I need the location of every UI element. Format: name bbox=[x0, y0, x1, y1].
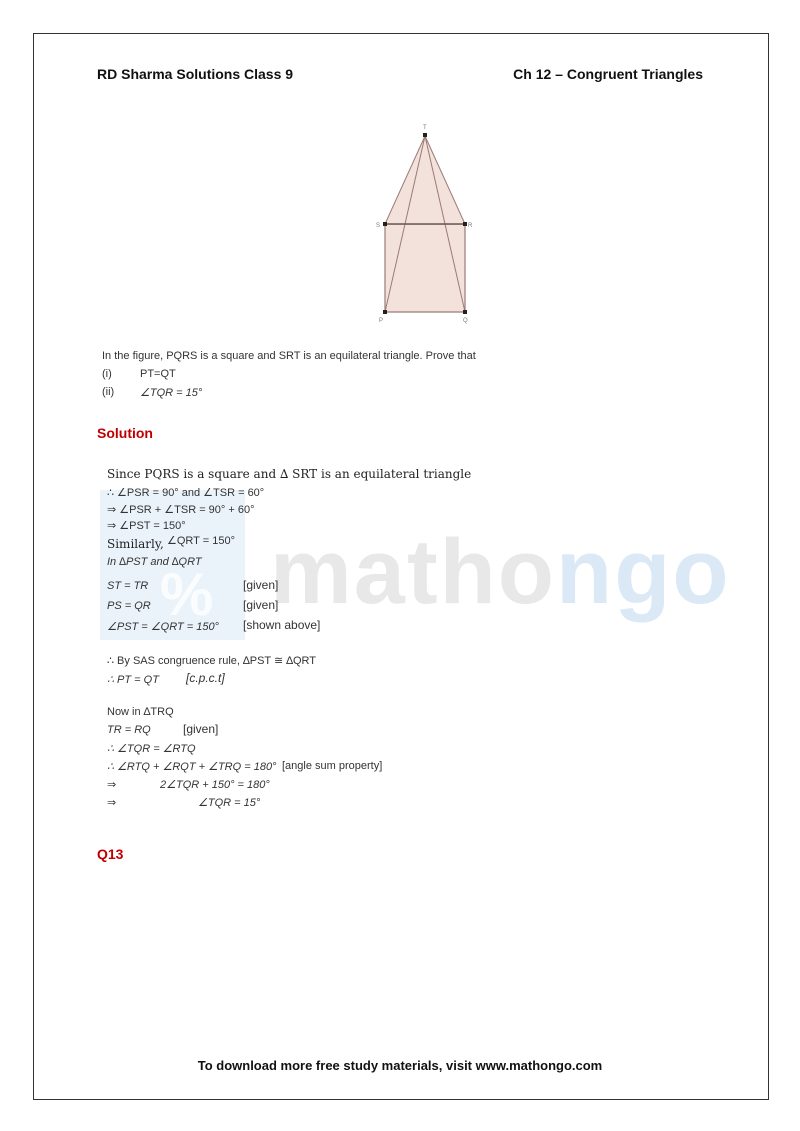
proof-reason: [given] bbox=[243, 598, 279, 612]
question-part-text: PT=QT bbox=[140, 368, 176, 380]
proof-reason: [shown above] bbox=[243, 618, 321, 632]
solution-line: In ∆PST and ∆QRT bbox=[107, 556, 202, 568]
solution-line: ∠TQR = 15° bbox=[198, 797, 261, 809]
question-part-number: (ii) bbox=[102, 386, 115, 398]
question-intro: In the figure, PQRS is a square and SRT is an equilateral triangle. Prove that bbox=[102, 350, 476, 362]
solution-line: [given] bbox=[183, 722, 219, 736]
solution-line: ⇒ ∠PST = 150° bbox=[107, 520, 186, 532]
solution-line: ⇒ bbox=[107, 779, 117, 791]
solution-line: ∴ PT = QT bbox=[107, 674, 159, 686]
watermark-logo-symbol: % bbox=[160, 561, 214, 628]
header-chapter-title: Ch 12 – Congruent Triangles bbox=[513, 66, 703, 82]
question-part-number: (i) bbox=[102, 368, 112, 380]
triangle-srt bbox=[385, 136, 465, 224]
solution-line: ∠QRT = 150° bbox=[167, 535, 235, 547]
solution-line: ⇒ bbox=[107, 797, 117, 809]
solution-line: 2∠TQR + 150° = 180° bbox=[160, 779, 270, 791]
watermark-text-part: ngo bbox=[556, 521, 731, 623]
proof-statement: ST = TR bbox=[107, 580, 149, 592]
solution-heading: Solution bbox=[97, 425, 153, 441]
proof-statement: ∠PST = ∠QRT = 150° bbox=[107, 621, 219, 633]
solution-line: ∴ By SAS congruence rule, ∆PST ≅ ∆QRT bbox=[107, 655, 317, 667]
geometry-figure bbox=[370, 120, 480, 330]
solution-line: Since PQRS is a square and ∆ SRT is an equilateral triangle bbox=[107, 467, 472, 481]
label-t: T bbox=[423, 125, 427, 131]
label-r: R bbox=[468, 223, 473, 229]
watermark-text-part: matho bbox=[270, 521, 556, 623]
solution-line: Now in ∆TRQ bbox=[107, 706, 174, 718]
solution-line: ⇒ ∠PSR + ∠TSR = 90° + 60° bbox=[107, 504, 255, 516]
label-p: P bbox=[379, 318, 384, 324]
question-part-text: ∠TQR = 15° bbox=[140, 387, 203, 399]
solution-line: [angle sum property] bbox=[282, 760, 383, 772]
label-q: Q bbox=[463, 318, 468, 324]
solution-line: ∴ ∠TQR = ∠RTQ bbox=[107, 743, 196, 755]
solution-line: [c.p.c.t] bbox=[186, 671, 225, 685]
proof-reason: [given] bbox=[243, 578, 279, 592]
next-question-heading: Q13 bbox=[97, 846, 124, 862]
square-pqrs bbox=[385, 224, 465, 312]
proof-statement: PS = QR bbox=[107, 600, 151, 612]
footer-text: To download more free study materials, visit www.mathongo.com bbox=[197, 1058, 603, 1073]
watermark-text bbox=[270, 520, 731, 625]
header-book-title: RD Sharma Solutions Class 9 bbox=[97, 66, 294, 82]
label-s: S bbox=[376, 223, 381, 229]
solution-line: Similarly, bbox=[107, 537, 164, 551]
solution-line: ∴ ∠RTQ + ∠RQT + ∠TRQ = 180° bbox=[107, 761, 277, 773]
solution-line: ∴ ∠PSR = 90° and ∠TSR = 60° bbox=[107, 487, 265, 499]
solution-line: TR = RQ bbox=[107, 724, 151, 736]
